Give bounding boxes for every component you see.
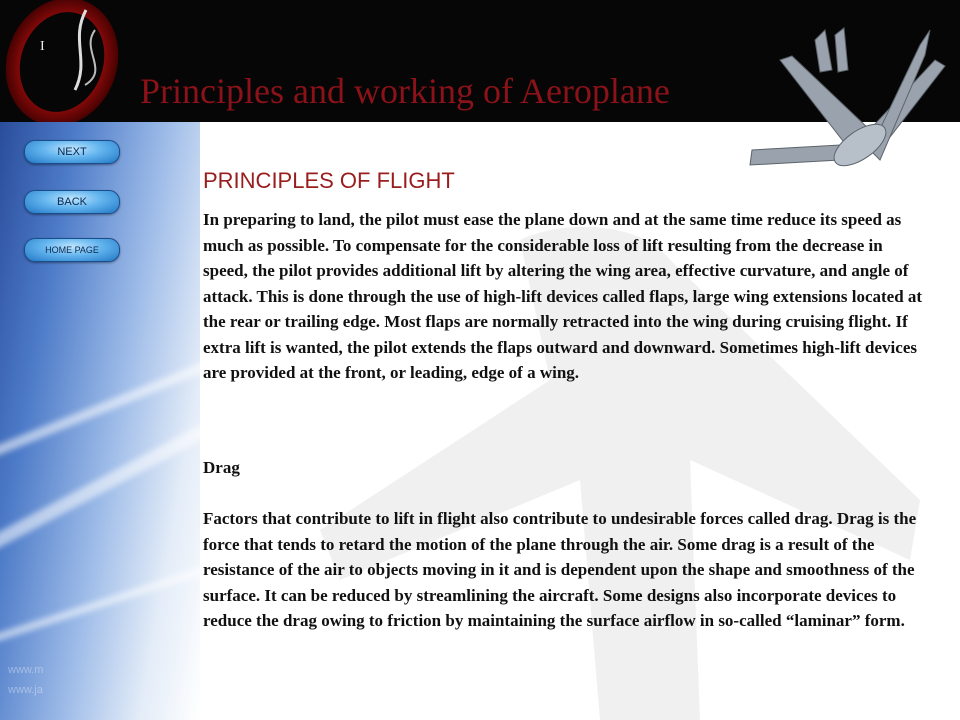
section-heading: PRINCIPLES OF FLIGHT <box>203 168 455 193</box>
fighter-jet-icon <box>720 0 960 200</box>
url-watermark <box>0 660 200 720</box>
home-page-button[interactable]: HOME PAGE <box>24 238 120 262</box>
site-title: Principles and working of Aeroplane <box>140 71 670 111</box>
next-button[interactable]: NEXT <box>24 140 120 164</box>
svg-text:I: I <box>40 39 45 54</box>
drag-heading: Drag <box>203 458 240 477</box>
light-streak <box>0 392 200 555</box>
drag-paragraph: Factors that contribute to lift in flight also contribute to undesirable forces called drag. Drag is the force that tends to retard the motion of the plane through the air. Some drag is a result of the resistance of the air to objects moving in it and is dependent upon the shape and smoothness of the surface. It can be reduced by streamlining the aircraft. Some designs also incorporate devices to reduce the drag owing to friction by maintaining the surface airflow in so-called “laminar” form. <box>203 509 917 630</box>
landing-paragraph: In preparing to land, the pilot must ease the plane down and at the same time reduce its speed as much as possible. To compensate for the considerable loss of lift resulting from the decrease in speed, the pilot provides additional lift by altering the wing area, effective curvature, and angle of attack. This is done through the use of high-lift devices called flaps, large wing extensions located at the rear or trailing edge. Most flaps are normally retracted into the wing during cruising flight. If extra lift is wanted, the pilot extends the flaps outward and downward. Sometimes high-lift devices are provided at the front, or leading, edge of a wing. <box>203 210 923 382</box>
watermark-line: www.ja <box>8 684 43 696</box>
light-streak <box>0 543 200 649</box>
watermark-line: www.m <box>8 664 44 676</box>
logo-swirl-icon <box>0 0 140 122</box>
back-button[interactable]: BACK <box>24 190 120 214</box>
